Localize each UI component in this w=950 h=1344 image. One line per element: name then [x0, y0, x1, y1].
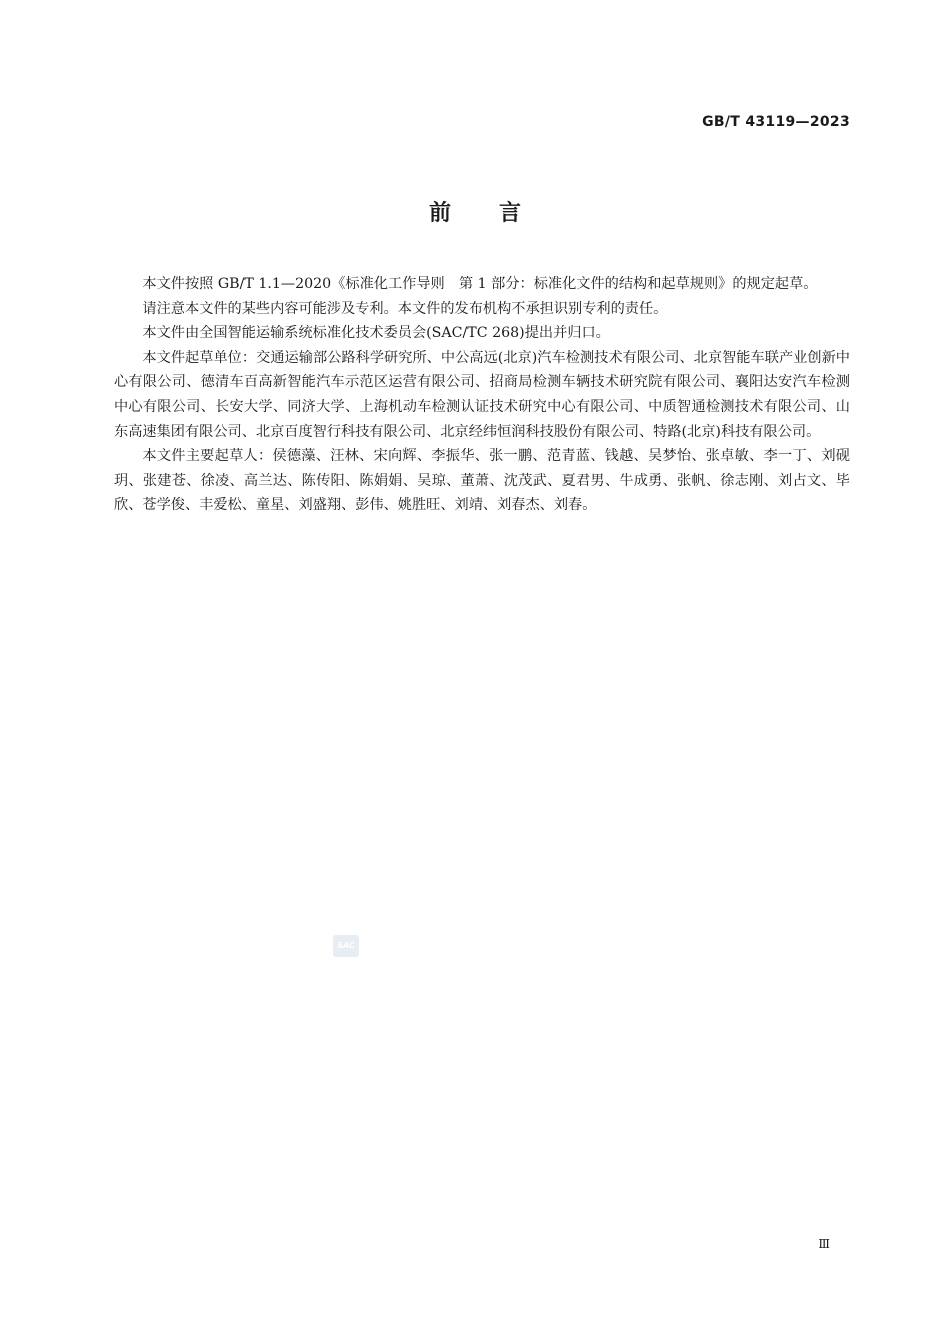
page-number: Ⅲ [818, 1237, 830, 1251]
paragraph-drafting-rules: 本文件按照 GB/T 1.1—2020《标准化工作导则 第 1 部分：标准化文件的结构和起草规则》的规定起草。 [142, 276, 818, 292]
paragraph-drafting-units: 本文件起草单位：交通运输部公路科学研究所、中公高远(北京)汽车检测技术有限公司、北京智能车联产业创新中心有限公司、德清车百高新智能汽车示范区运营有限公司、招商局检测车辆技术研究院有限公司、襄阳达安汽车检测中心有限公司、长安大学、同济大学、上海机动车检测认证技术研究中心有限公司、中质智通检测技术有限公司、山东高速集团有限公司、北京百度智行科技有限公司、北京经纬恒润科技股份有限公司、特路(北京)科技有限公司。 [114, 349, 850, 440]
page-title [0, 196, 950, 227]
title-char-1: 前 [428, 201, 451, 226]
paragraph-proposer: 本文件由全国智能运输系统标准化技术委员会(SAC/TC 268)提出并归口。 [142, 325, 610, 342]
foreword-body [114, 272, 850, 518]
sac-watermark-logo: SAC [333, 935, 359, 957]
paragraph-drafters: 本文件主要起草人：侯德藻、汪林、宋向辉、李振华、张一鹏、范青蓝、钱越、吴梦怡、张卓敏、李一丁、刘砚玥、张建苍、徐凌、高兰达、陈传阳、陈娟娟、吴琼、董萧、沈茂武、夏君男、牛成勇、张帆、徐志刚、刘占文、毕欣、苍学俊、丰爱松、童星、刘盛翔、彭伟、姚胜旺、刘靖、刘春杰、刘春。 [114, 448, 850, 514]
title-char-2: 言 [499, 201, 522, 226]
standard-number: GB/T 43119—2023 [702, 114, 850, 130]
paragraph-patent-notice: 请注意本文件的某些内容可能涉及专利。本文件的发布机构不承担识别专利的责任。 [142, 300, 668, 317]
